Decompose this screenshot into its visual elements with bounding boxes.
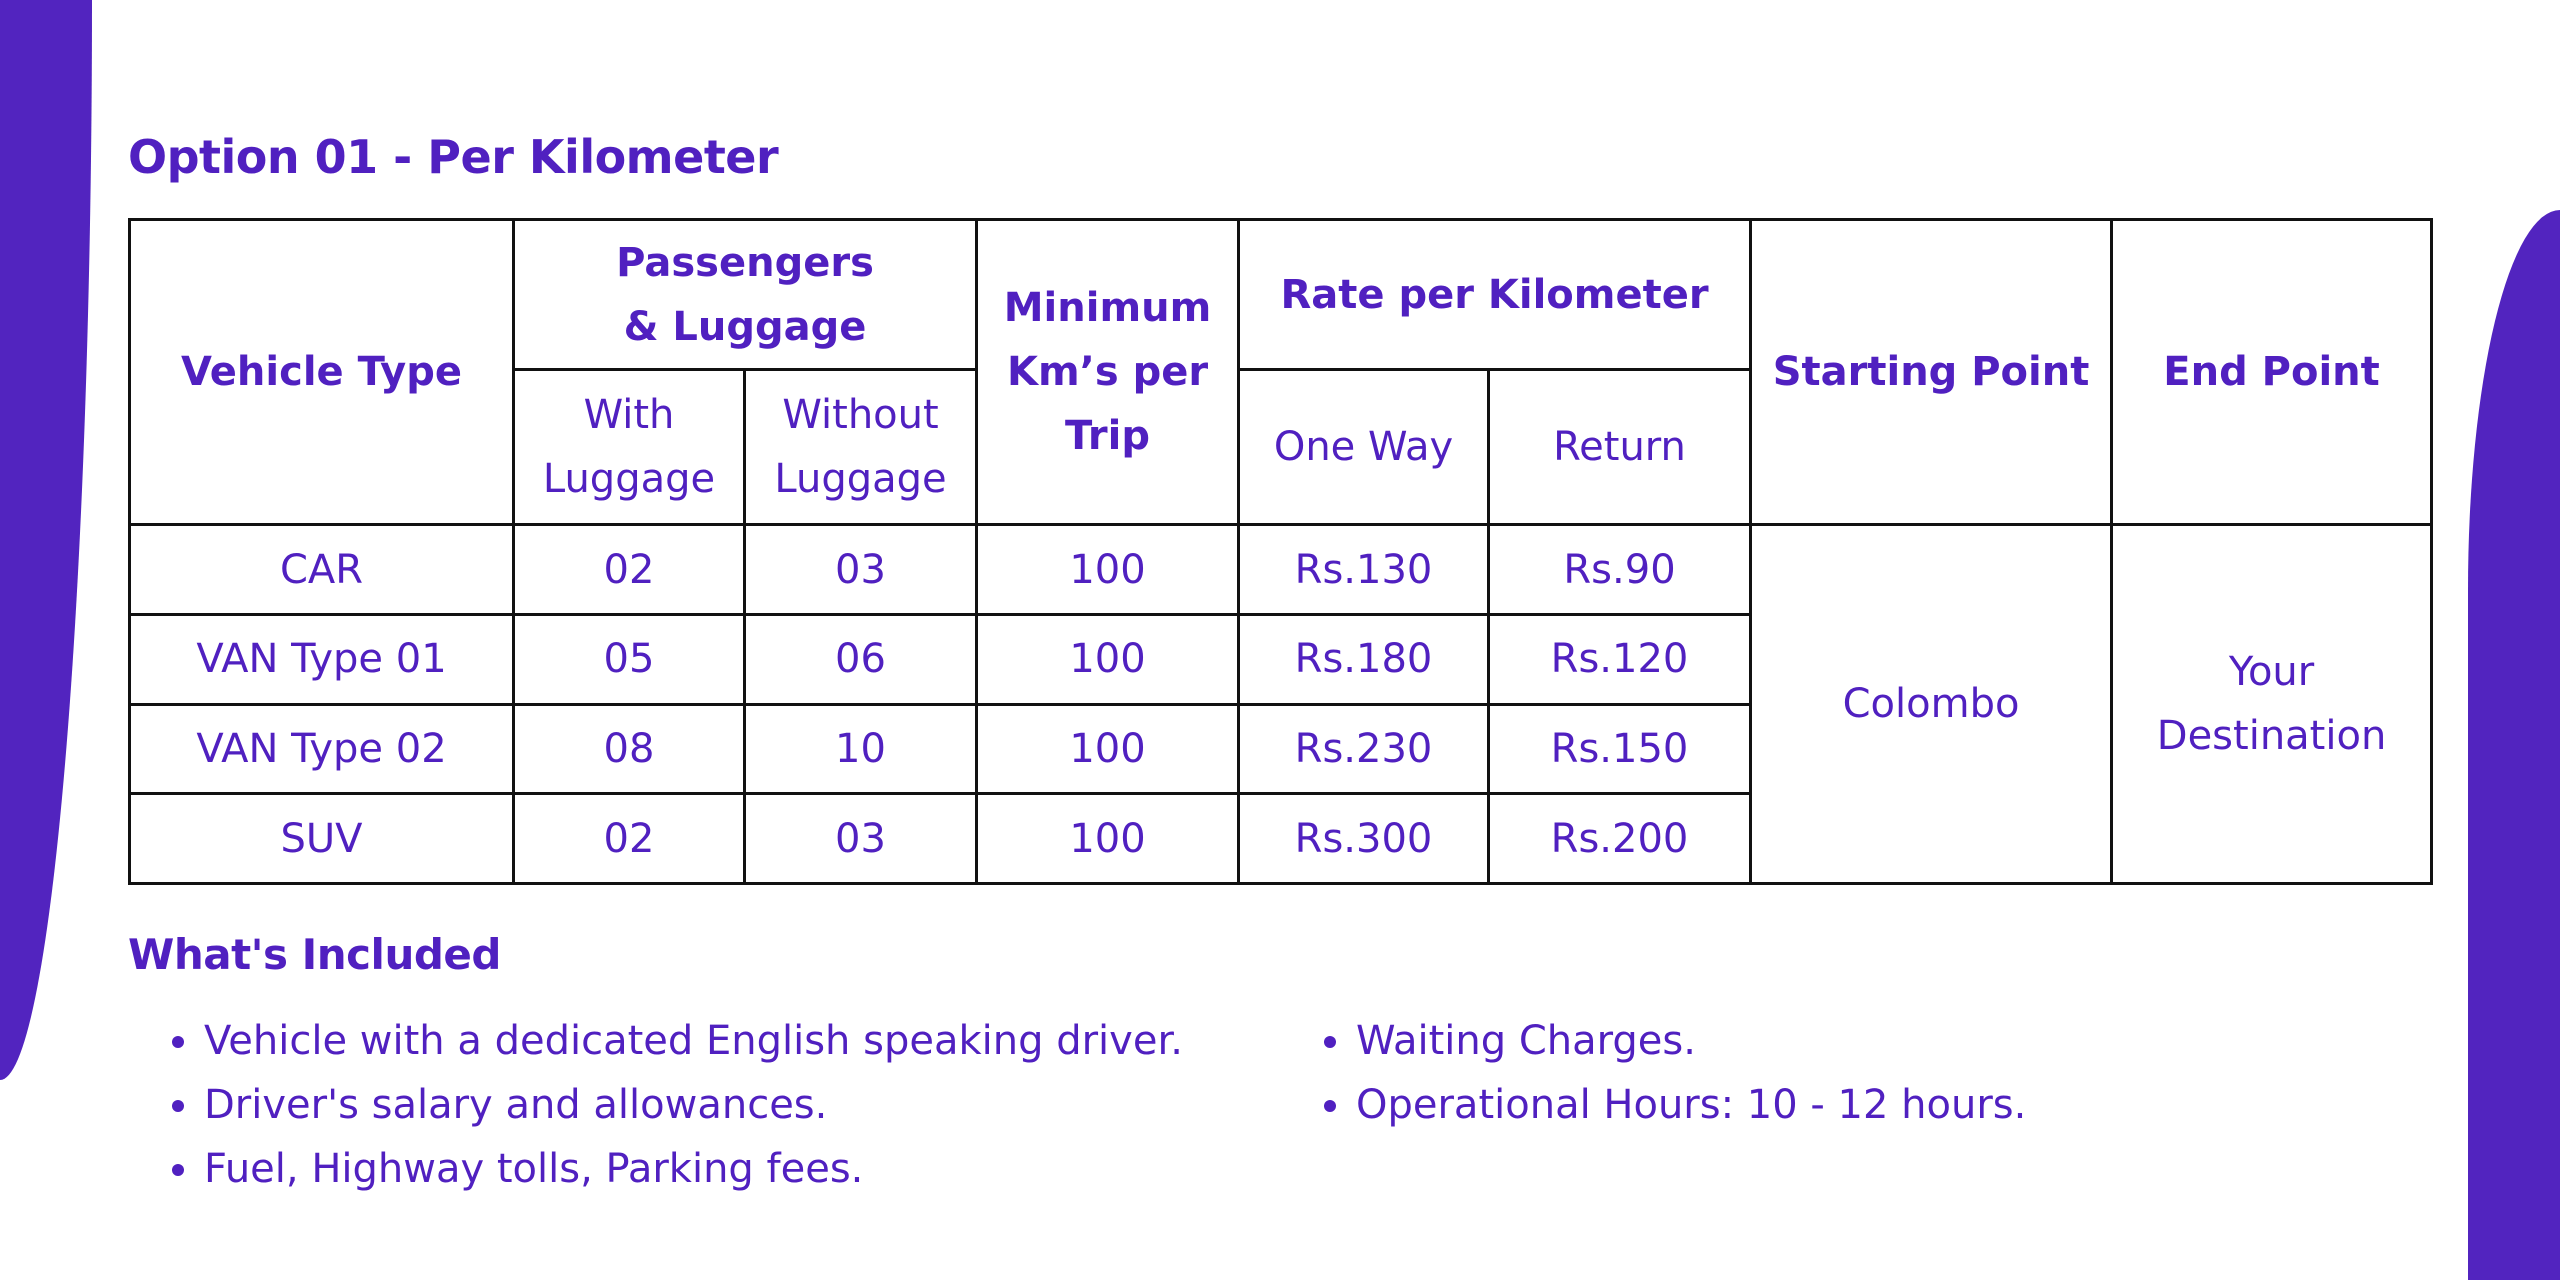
page-title: Option 01 - Per Kilometer (128, 130, 779, 184)
header-vehicle-type: Vehicle Type (130, 220, 514, 525)
cell-return: Rs.150 (1489, 704, 1751, 794)
included-list-right (1322, 1009, 2026, 1137)
list-item: Vehicle with a dedicated English speaking driver. (170, 1009, 1183, 1073)
header-minimum-km: Minimum Km’s per Trip (977, 220, 1239, 525)
list-item: Waiting Charges. (1322, 1009, 2026, 1073)
cell-vehicle: VAN Type 01 (130, 614, 514, 704)
cell-vehicle: SUV (130, 794, 514, 884)
cell-end-point: Your Destination (2112, 525, 2432, 884)
cell-one-way: Rs.180 (1239, 614, 1489, 704)
cell-return: Rs.120 (1489, 614, 1751, 704)
cell-return: Rs.90 (1489, 525, 1751, 615)
header-row-1 (130, 220, 2432, 370)
cell-min-km: 100 (977, 525, 1239, 615)
header-without-luggage: Without Luggage (745, 370, 977, 525)
cell-one-way: Rs.300 (1239, 794, 1489, 884)
header-passengers-luggage: Passengers & Luggage (514, 220, 977, 370)
cell-with-luggage: 05 (514, 614, 745, 704)
cell-min-km: 100 (977, 794, 1239, 884)
header-rate-per-km: Rate per Kilometer (1239, 220, 1751, 370)
cell-without-luggage: 03 (745, 525, 977, 615)
list-item: Driver's salary and allowances. (170, 1073, 1183, 1137)
right-decorative-shape (2468, 210, 2560, 1280)
cell-without-luggage: 10 (745, 704, 977, 794)
list-item: Fuel, Highway tolls, Parking fees. (170, 1137, 1183, 1201)
cell-starting-point: Colombo (1751, 525, 2112, 884)
header-end-point: End Point (2112, 220, 2432, 525)
left-decorative-shape (0, 0, 92, 1080)
included-list-left (170, 1009, 1183, 1201)
included-heading: What's Included (128, 930, 501, 979)
cell-with-luggage: 08 (514, 704, 745, 794)
cell-vehicle: CAR (130, 525, 514, 615)
cell-without-luggage: 06 (745, 614, 977, 704)
header-with-luggage: With Luggage (514, 370, 745, 525)
cell-vehicle: VAN Type 02 (130, 704, 514, 794)
cell-min-km: 100 (977, 614, 1239, 704)
list-item: Operational Hours: 10 - 12 hours. (1322, 1073, 2026, 1137)
rates-table (128, 218, 2433, 885)
cell-one-way: Rs.230 (1239, 704, 1489, 794)
cell-without-luggage: 03 (745, 794, 977, 884)
cell-return: Rs.200 (1489, 794, 1751, 884)
header-starting-point: Starting Point (1751, 220, 2112, 525)
cell-with-luggage: 02 (514, 794, 745, 884)
cell-with-luggage: 02 (514, 525, 745, 615)
table-row (130, 525, 2432, 615)
header-one-way: One Way (1239, 370, 1489, 525)
cell-min-km: 100 (977, 704, 1239, 794)
cell-one-way: Rs.130 (1239, 525, 1489, 615)
header-return: Return (1489, 370, 1751, 525)
